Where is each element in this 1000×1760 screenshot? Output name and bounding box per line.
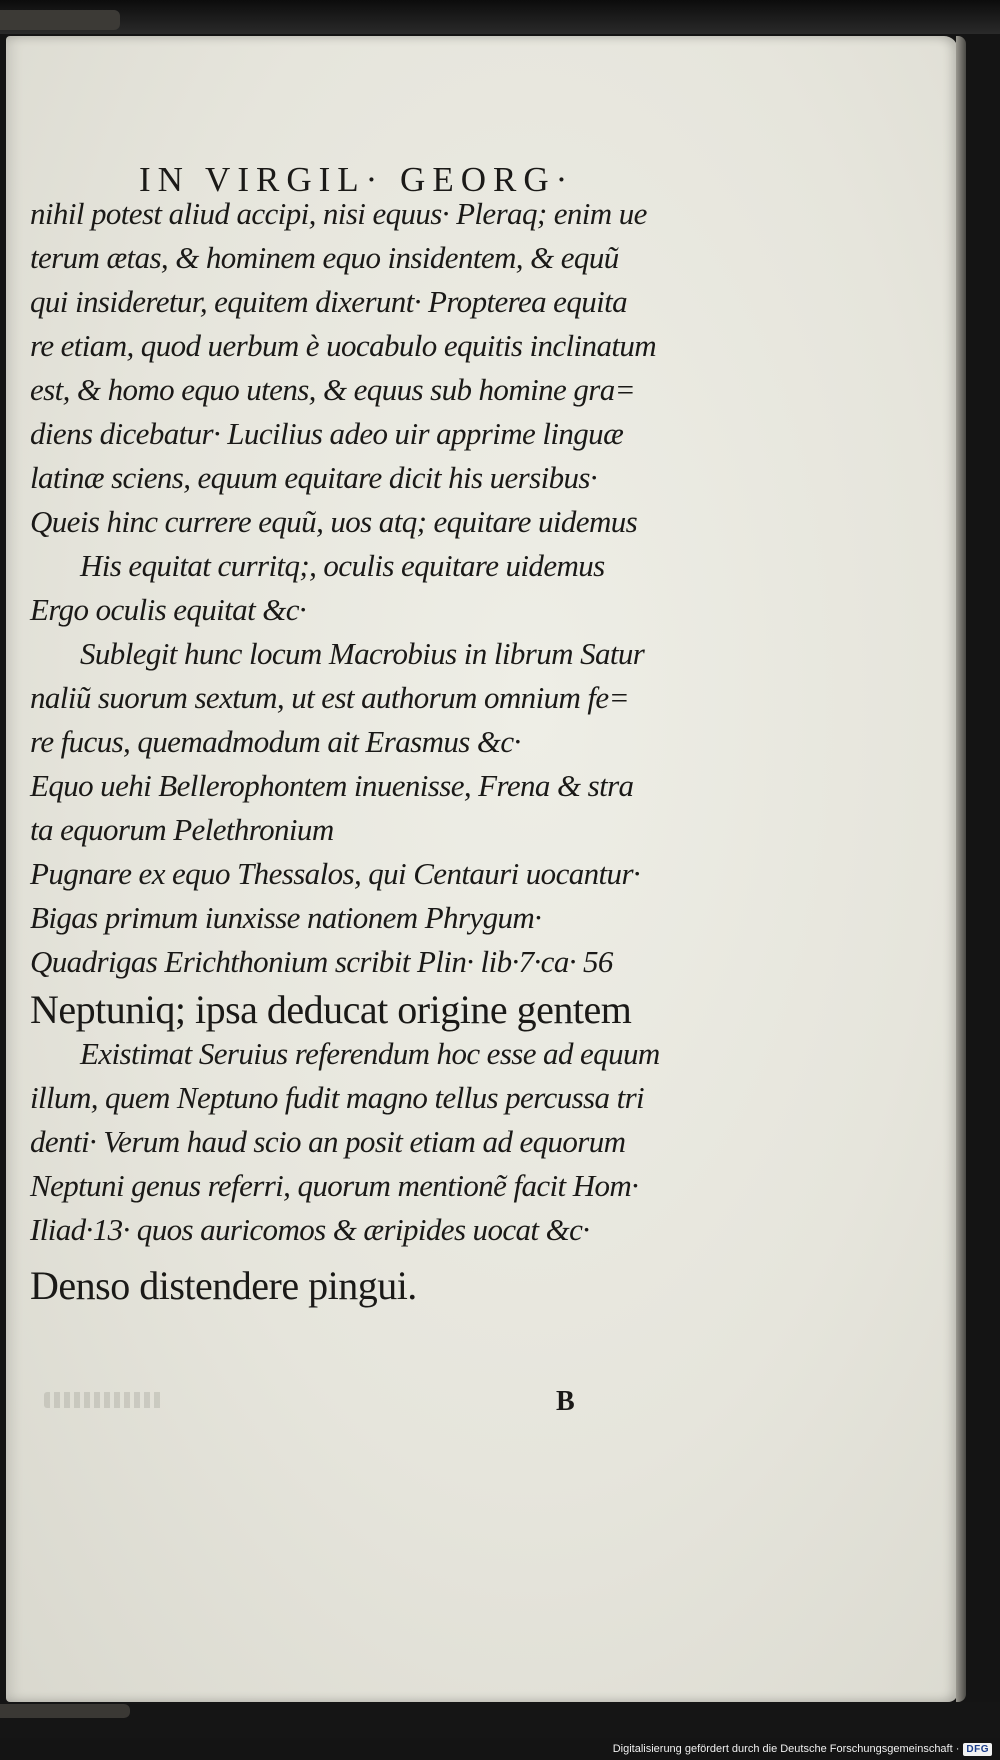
credit-text: Digitalisierung gefördert durch die Deutsche Forschungsgemeinschaft · xyxy=(612,1743,960,1755)
text-line: Bigas primum iunxisse nationem Phrygum· xyxy=(30,900,542,935)
running-head: IN VIRGIL· GEORG· xyxy=(139,160,575,199)
text-line: latinæ sciens, equum equitare dicit his uersibus· xyxy=(30,460,598,495)
show-through-ink xyxy=(44,1392,164,1408)
text-line: Neptuni genus referri, quorum mentionẽ facit Hom· xyxy=(30,1168,639,1203)
text-line: Ergo oculis equitat &c· xyxy=(30,592,307,627)
text-line: illum, quem Neptuno fudit magno tellus percussa tri xyxy=(30,1080,645,1115)
scanner-top-edge xyxy=(0,0,1000,34)
dfg-logo: DFG xyxy=(963,1743,992,1756)
text-line: diens dicebatur· Lucilius adeo uir apprime linguæ xyxy=(30,416,624,451)
text-line: Pugnare ex equo Thessalos, qui Centauri uocantur· xyxy=(30,856,641,891)
text-line: Quadrigas Erichthonium scribit Plin· lib·7·ca· 56 xyxy=(30,944,613,979)
text-line: Existimat Seruius referendum hoc esse ad equum xyxy=(80,1036,660,1071)
signature-mark: B xyxy=(556,1386,575,1417)
text-line: naliũ suorum sextum, ut est authorum omnium fe= xyxy=(30,680,629,715)
digitization-credit xyxy=(613,1741,992,1757)
scanner-bottom-edge xyxy=(0,1702,1000,1738)
text-line: terum ætas, & hominem equo insidentem, & equũ xyxy=(30,240,619,275)
text-line: re etiam, quod uerbum è uocabulo equitis inclinatum xyxy=(30,328,657,363)
text-line: est, & homo equo utens, & equus sub homine gra= xyxy=(30,372,635,407)
text-line: His equitat curritq;, oculis equitare uidemus xyxy=(80,548,605,583)
text-line: Iliad·13· quos auricomos & æripides uocat &c· xyxy=(30,1212,590,1247)
lemma-line: Denso distendere pingui. xyxy=(30,1263,417,1308)
text-line: ta equorum Pelethronium xyxy=(30,812,334,847)
text-line: Equo uehi Bellerophontem inuenisse, Frena & stra xyxy=(30,768,634,803)
text-line: Queis hinc currere equũ, uos atq; equitare uidemus xyxy=(30,504,638,539)
lemma-line: Neptuniq; ipsa deducat origine gentem xyxy=(30,987,632,1032)
book-page xyxy=(6,36,958,1702)
text-line: Sublegit hunc locum Macrobius in librum Satur xyxy=(80,636,645,671)
text-line: qui insideretur, equitem dixerunt· Propterea equita xyxy=(30,284,628,319)
text-line: nihil potest aliud accipi, nisi equus· Pleraq; enim ue xyxy=(30,196,647,231)
text-line: re fucus, quemadmodum ait Erasmus &c· xyxy=(30,724,521,759)
text-line: denti· Verum haud scio an posit etiam ad equorum xyxy=(30,1124,626,1159)
